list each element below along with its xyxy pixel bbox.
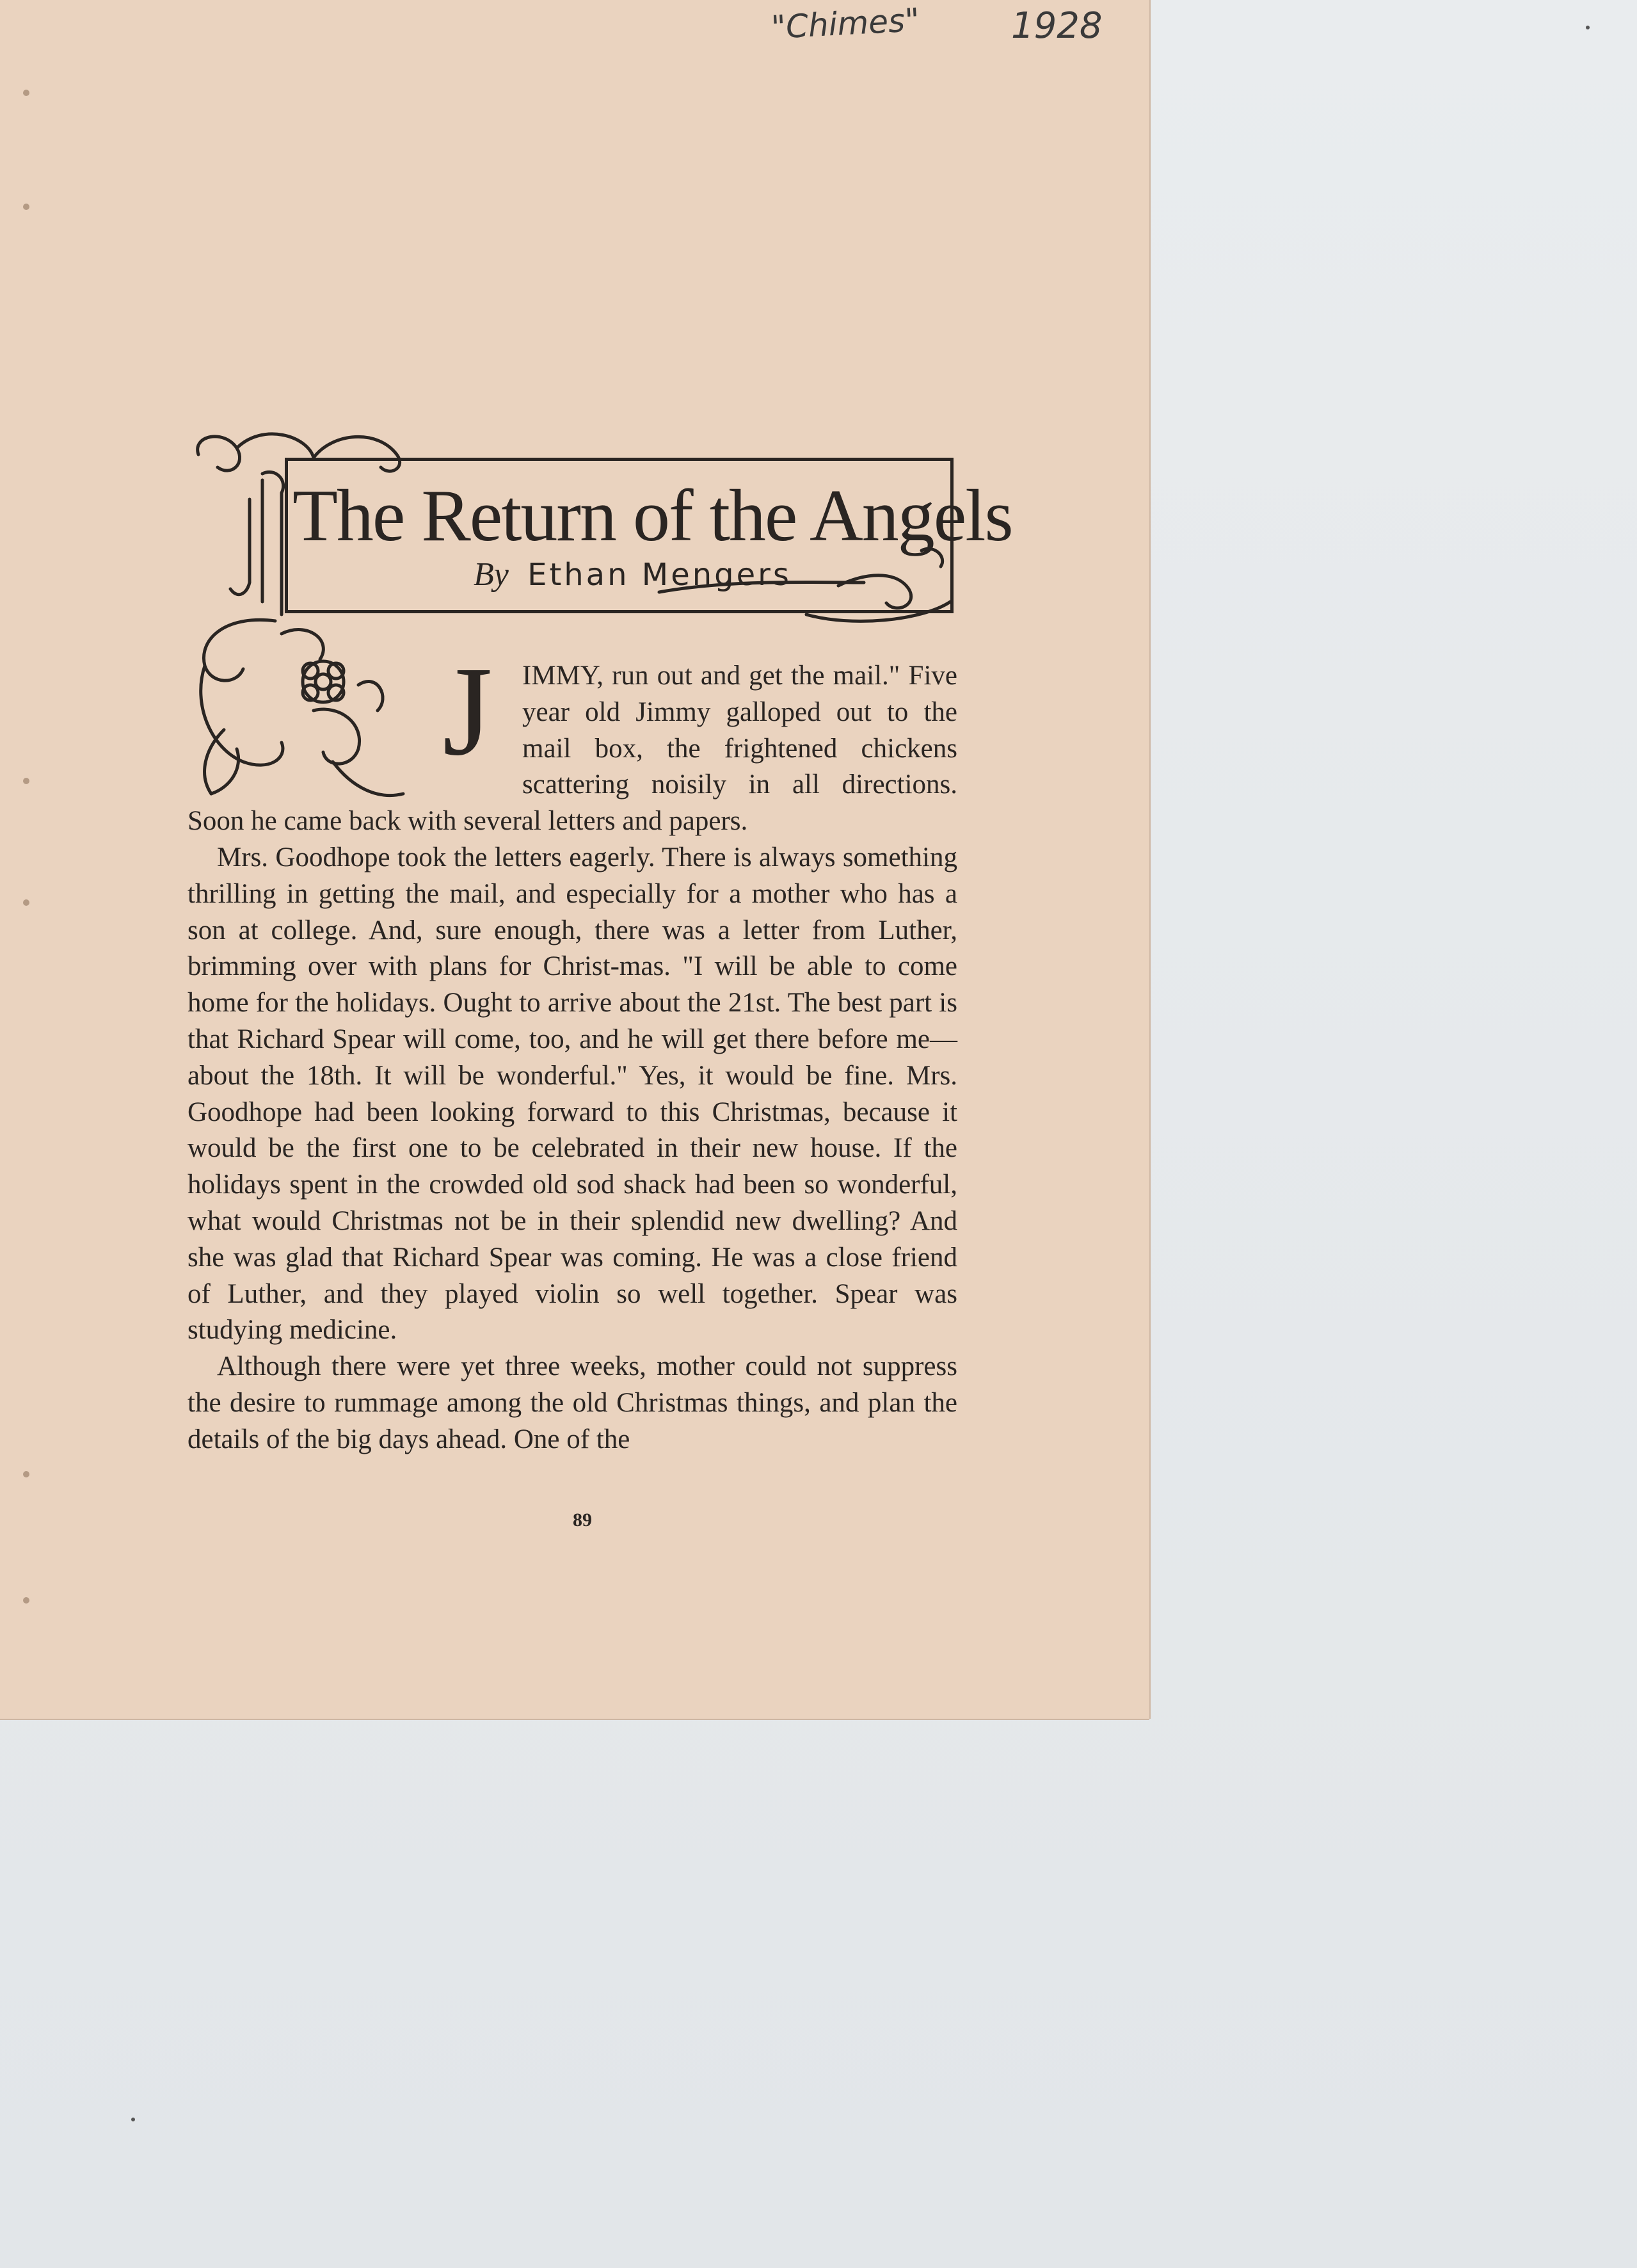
punch-hole xyxy=(23,90,29,96)
byline xyxy=(474,556,792,593)
punch-hole xyxy=(23,1471,29,1477)
author-name: Ethan Mengers xyxy=(527,557,792,593)
handwritten-year-note: 1928 xyxy=(1011,5,1103,47)
punch-hole xyxy=(23,204,29,210)
article-body xyxy=(188,641,957,1458)
paragraph-2: Mrs. Goodhope took the letters eagerly. There is always something thrilling in getting the mail, and especially for a mother who has a son at college. And, sure enough, there was a letter from Luther, brimming over with plans for Christ-mas. "I will be able to come home for the holidays. Ought to arrive about the 21st. The best part is that Richard Spear will come, too, and he will get there before me—about the 18th. It will be wonderful." Yes, it would be fine. Mrs. Goodhope had been looking forward to this Christmas, because it would be the first one to be celebrated in their new house. If the holidays spent in the crowded old sod shack had been so wonderful, what would Christmas not be in their splendid new dwelling? And she was glad that Richard Spear was coming. He was a close friend of Luther, and they played violin so well together. Spear was studying medicine. xyxy=(188,842,957,1346)
handwritten-source-note: "Chimes" xyxy=(770,1,921,47)
dust-speck xyxy=(131,2118,135,2121)
drop-cap: J xyxy=(442,641,493,782)
page-number: 89 xyxy=(573,1509,592,1531)
paragraph-3: Although there were yet three weeks, mother could not suppress the desire to rummage among the old Christmas things, and plan the details of the big days ahead. One of the xyxy=(188,1351,957,1454)
byline-prefix: By xyxy=(474,556,509,593)
paragraph-1-text: IMMY, run out and get the mail." Five year old Jimmy galloped out to the mail box, the frightened chickens scattering noisily in all directions. Soon he came back with several letters and papers. xyxy=(188,661,957,837)
dust-speck xyxy=(1586,26,1590,29)
paragraph-1 xyxy=(188,641,957,840)
punch-hole xyxy=(23,899,29,906)
article-title: The Return of the Angels xyxy=(292,475,1012,557)
punch-hole xyxy=(23,778,29,784)
punch-hole xyxy=(23,1597,29,1604)
